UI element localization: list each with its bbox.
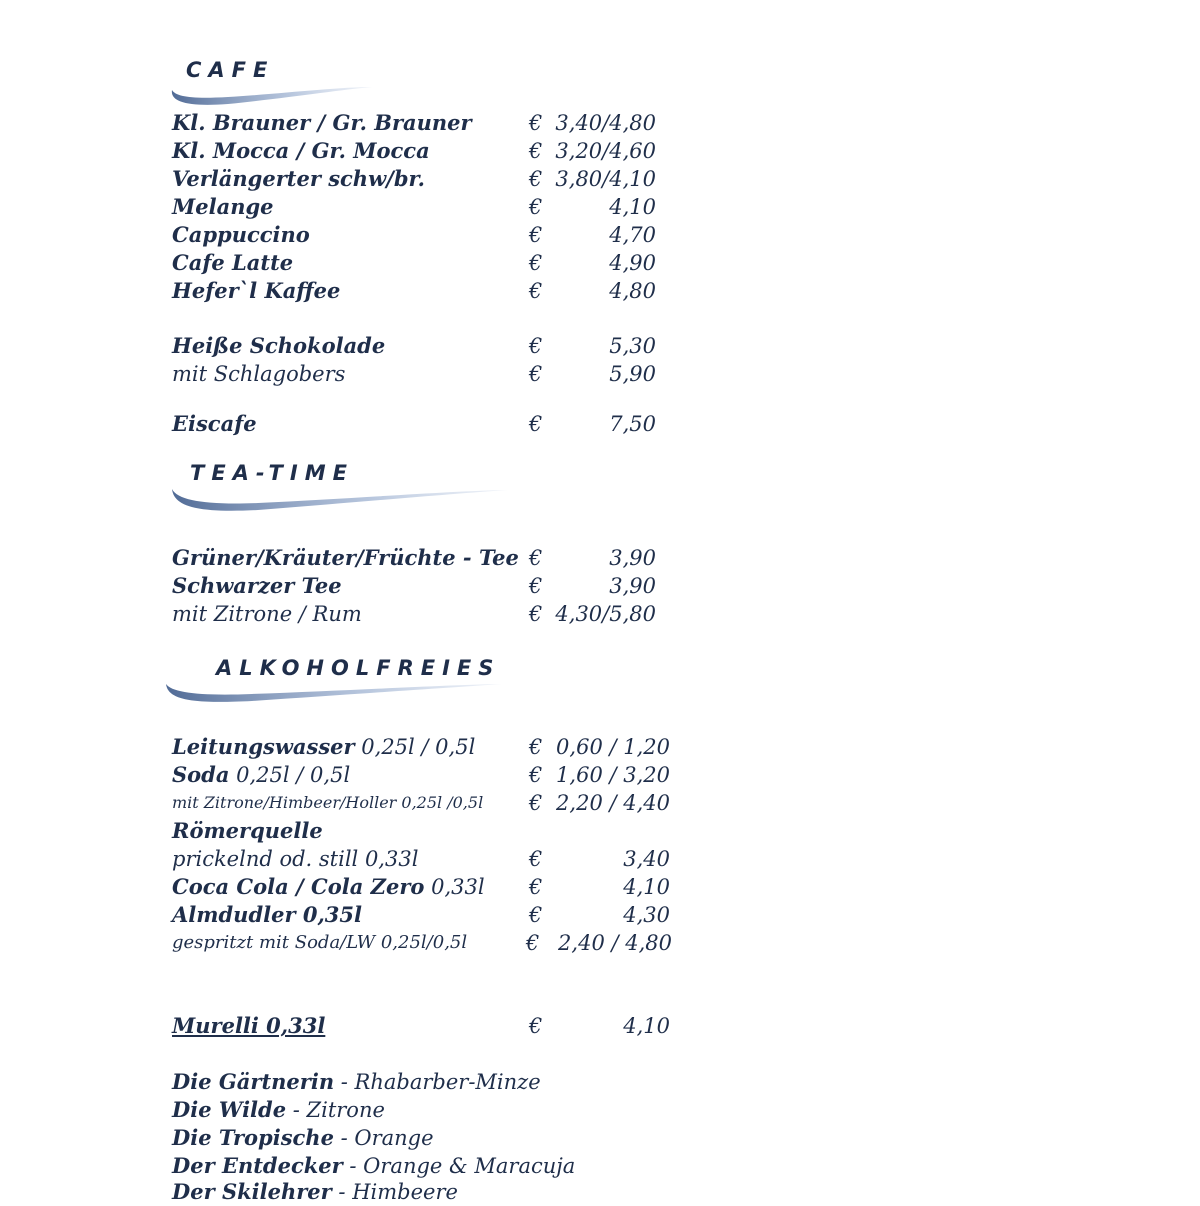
menu-item	[172, 929, 672, 957]
item-price: 4,80	[609, 279, 656, 303]
menu-item	[172, 360, 672, 388]
flavor-name: Die Wilde - Zitrone	[172, 1097, 385, 1122]
item-name: Almdudler 0,35l	[172, 902, 362, 927]
menu-item	[172, 789, 672, 817]
item-price: 5,90	[609, 362, 656, 386]
item-name: Hefer`l Kaffee	[172, 278, 341, 303]
item-price: 7,50	[609, 412, 656, 436]
euro-sign: €	[529, 574, 543, 598]
menu-item	[172, 600, 672, 628]
menu-item	[172, 249, 672, 277]
menu-item	[172, 193, 672, 221]
item-price: 3,80/4,10	[555, 167, 656, 191]
item-price: 5,30	[609, 334, 656, 358]
menu-item	[172, 165, 672, 193]
item-name: Schwarzer Tee	[172, 573, 342, 598]
euro-sign: €	[529, 763, 543, 787]
euro-sign: €	[529, 111, 543, 135]
euro-sign: €	[529, 362, 543, 386]
item-price: 2,20 / 4,40	[556, 791, 670, 815]
item-price: 1,60 / 3,20	[556, 763, 670, 787]
item-name: Cappuccino	[172, 222, 310, 247]
item-name: Murelli 0,33l	[172, 1013, 326, 1038]
euro-sign: €	[529, 167, 543, 191]
menu-item	[172, 137, 672, 165]
swoosh-decoration	[162, 680, 507, 712]
menu-item	[172, 845, 672, 873]
item-name: Römerquelle	[172, 818, 323, 843]
menu-item	[172, 1012, 672, 1040]
flavor-item	[172, 1152, 672, 1180]
section-title-cafe: CAFE	[186, 58, 275, 82]
euro-sign: €	[529, 412, 543, 436]
flavor-item	[172, 1178, 672, 1206]
menu-item	[172, 901, 672, 929]
item-name: Coca Cola / Cola Zero 0,33l	[172, 874, 485, 899]
item-name: Kl. Brauner / Gr. Brauner	[172, 110, 472, 135]
swoosh-decoration	[168, 82, 378, 112]
flavor-name: Der Skilehrer - Himbeere	[172, 1179, 458, 1204]
euro-sign: €	[529, 903, 543, 927]
menu-item	[172, 873, 672, 901]
menu-item	[172, 410, 672, 438]
item-price: 4,10	[623, 875, 670, 899]
item-price: 4,30/5,80	[555, 602, 656, 626]
item-name: Eiscafe	[172, 411, 257, 436]
item-price: 3,20/4,60	[555, 139, 656, 163]
euro-sign: €	[529, 223, 543, 247]
item-price: 3,40/4,80	[555, 111, 656, 135]
item-name: Heiße Schokolade	[172, 333, 386, 358]
item-price: 2,40 / 4,80	[558, 931, 672, 955]
menu-item	[172, 544, 672, 572]
euro-sign: €	[529, 139, 543, 163]
item-name: prickelnd od. still 0,33l	[172, 847, 419, 871]
item-name: mit Zitrone/Himbeer/Holler 0,25l /0,5l	[172, 793, 484, 812]
menu-item	[172, 109, 672, 137]
euro-sign: €	[529, 602, 543, 626]
item-price: 4,10	[609, 195, 656, 219]
euro-sign: €	[529, 334, 543, 358]
flavor-name: Die Tropische - Orange	[172, 1125, 434, 1150]
item-price: 3,90	[609, 574, 656, 598]
item-name: gespritzt mit Soda/LW 0,25l/0,5l	[172, 932, 468, 953]
menu-item	[172, 221, 672, 249]
euro-sign: €	[529, 546, 543, 570]
item-price: 3,40	[623, 847, 670, 871]
swoosh-decoration	[168, 485, 513, 517]
item-price: 0,60 / 1,20	[556, 735, 670, 759]
item-price: 4,90	[609, 251, 656, 275]
euro-sign: €	[529, 735, 543, 759]
flavor-name: Der Entdecker - Orange & Maracuja	[172, 1153, 576, 1178]
euro-sign: €	[529, 195, 543, 219]
euro-sign: €	[529, 847, 543, 871]
menu-item	[172, 277, 672, 305]
euro-sign: €	[529, 279, 543, 303]
flavor-item	[172, 1068, 672, 1096]
menu-item	[172, 733, 672, 761]
item-price: 4,70	[609, 223, 656, 247]
euro-sign: €	[529, 791, 543, 815]
item-name: Cafe Latte	[172, 250, 294, 275]
menu-item	[172, 817, 672, 845]
section-title-tea-time: TEA-TIME	[190, 461, 354, 485]
item-name: mit Zitrone / Rum	[172, 602, 362, 626]
section-title-alkoholfreies: ALKOHOLFREIES	[216, 656, 501, 680]
flavor-item	[172, 1096, 672, 1124]
euro-sign: €	[526, 931, 540, 955]
menu-item	[172, 761, 672, 789]
euro-sign: €	[529, 875, 543, 899]
flavor-item	[172, 1124, 672, 1152]
item-price: 4,10	[623, 1014, 670, 1038]
item-price: 4,30	[623, 903, 670, 927]
flavor-name: Die Gärtnerin - Rhabarber-Minze	[172, 1069, 541, 1094]
item-name: mit Schlagobers	[172, 362, 346, 386]
menu-item	[172, 332, 672, 360]
item-name: Kl. Mocca / Gr. Mocca	[172, 138, 430, 163]
euro-sign: €	[529, 1014, 543, 1038]
euro-sign: €	[529, 251, 543, 275]
item-name: Leitungswasser 0,25l / 0,5l	[172, 734, 476, 759]
menu-item	[172, 572, 672, 600]
item-name: Melange	[172, 194, 274, 219]
item-name: Verlängerter schw/br.	[172, 166, 425, 191]
item-name: Grüner/Kräuter/Früchte - Tee	[172, 545, 519, 570]
item-price: 3,90	[609, 546, 656, 570]
item-name: Soda 0,25l / 0,5l	[172, 762, 351, 787]
